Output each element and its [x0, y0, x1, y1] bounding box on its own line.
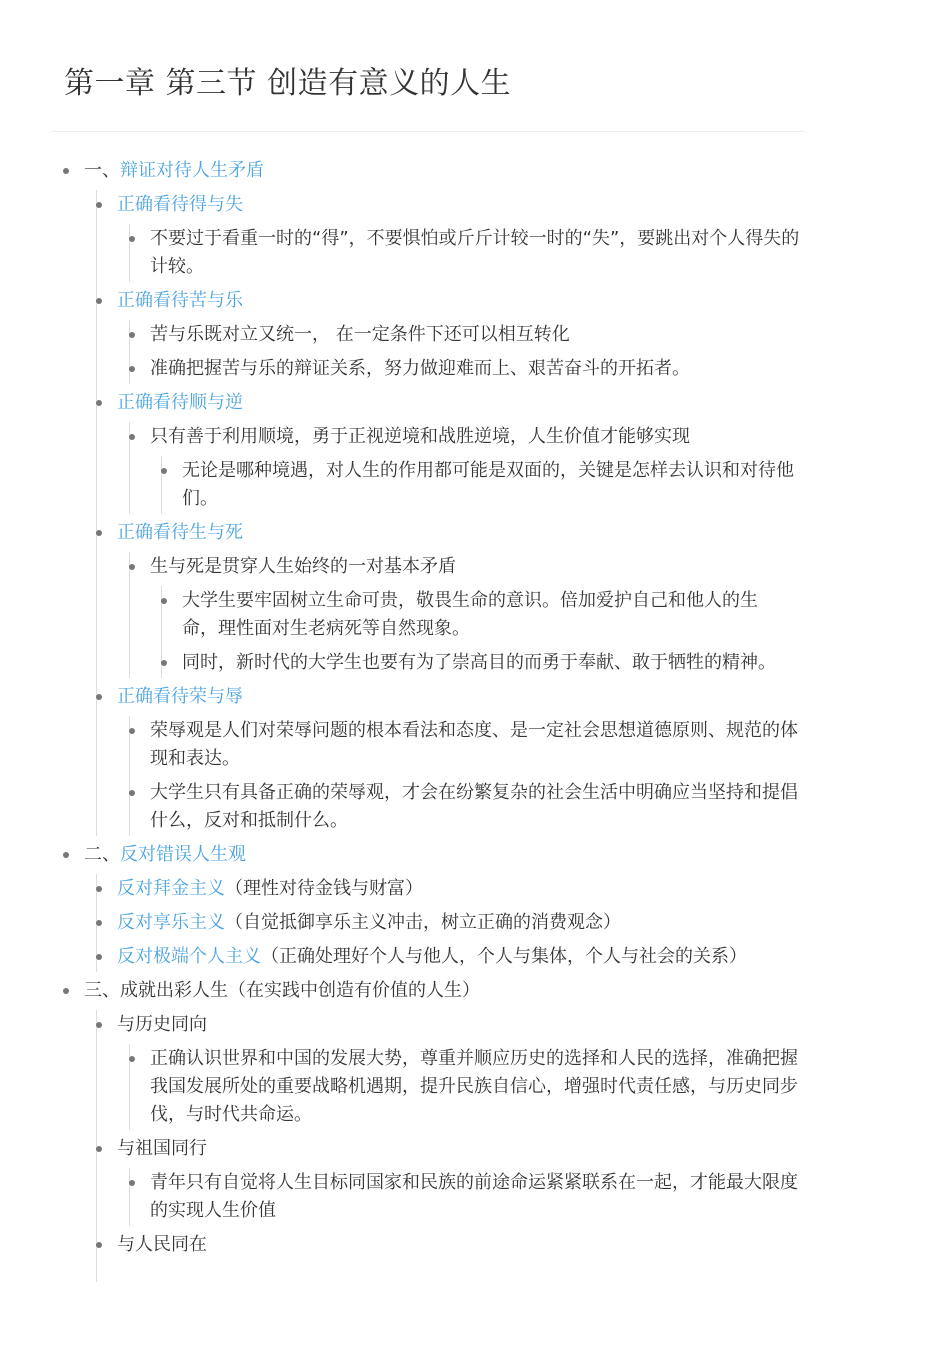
list-item: 无论是哪种境遇，对人生的作用都可能是双面的，关键是怎样去认识和对待他们。	[182, 454, 804, 516]
topic-country	[117, 1132, 804, 1228]
section-1-link[interactable]: 辩证对待人生矛盾	[120, 160, 264, 181]
topic-gain-loss-link[interactable]: 正确看待得与失	[117, 194, 243, 215]
topic-note: （自觉抵御享乐主义冲击，树立正确的消费观念）	[225, 912, 621, 933]
topic-life-death-link[interactable]: 正确看待生与死	[117, 522, 243, 543]
topic-life-death	[117, 516, 804, 680]
topic-people	[117, 1228, 804, 1262]
section-3-heading: 三、成就出彩人生（在实践中创造有价值的人生）	[84, 974, 804, 1008]
section-2	[52, 838, 804, 974]
list-item: 大学生只有具备正确的荣辱观，才会在纷繁复杂的社会生活中明确应当坚持和提倡什么，反对和抵制什么。	[150, 776, 805, 838]
list-item: 不要过于看重一时的“得”，不要惧怕或斤斤计较一时的“失”，要跳出对个人得失的计较。	[150, 222, 805, 284]
list-item: 同时，新时代的大学生也要有为了崇高目的而勇于奉献、敢于牺牲的精神。	[182, 646, 804, 680]
topic-smooth-adverse-link[interactable]: 正确看待顺与逆	[117, 392, 243, 413]
topic-note: （理性对待金钱与财富）	[225, 878, 423, 899]
topic-anti-money-link[interactable]: 反对拜金主义	[117, 878, 225, 899]
section-1-heading: 一、辩证对待人生矛盾	[84, 154, 804, 188]
topic-smooth-adverse	[117, 386, 804, 516]
list-item: 只有善于利用顺境，勇于正视逆境和战胜逆境，人生价值才能够实现	[150, 420, 805, 454]
topic-anti-hedonism-link[interactable]: 反对享乐主义	[117, 912, 225, 933]
section-2-link[interactable]: 反对错误人生观	[120, 844, 246, 865]
list-item: 苦与乐既对立又统一， 在一定条件下还可以相互转化	[150, 318, 805, 352]
topic-note: （正确处理好个人与他人，个人与集体，个人与社会的关系）	[261, 946, 747, 967]
mindmap-outline	[52, 154, 804, 1284]
topic-bitter-joy-link[interactable]: 正确看待苦与乐	[117, 290, 243, 311]
section-1	[52, 154, 804, 838]
page-title: 第一章 第三节 创造有意义的人生	[64, 66, 512, 101]
list-item: 青年只有自觉将人生目标同国家和民族的前途命运紧紧联系在一起，才能最大限度的实现人生价值	[150, 1166, 805, 1228]
list-item: 大学生要牢固树立生命可贵，敬畏生命的意识。倍加爱护自己和他人的生命，理性面对生老病死等自然现象。	[182, 584, 782, 646]
topic-history	[117, 1008, 804, 1132]
section-2-heading: 二、反对错误人生观	[84, 838, 804, 872]
list-item: 准确把握苦与乐的辩证关系，努力做迎难而上、艰苦奋斗的开拓者。	[150, 352, 805, 386]
topic-anti-individualism-link[interactable]: 反对极端个人主义	[117, 946, 261, 967]
list-item: 正确认识世界和中国的发展大势，尊重并顺应历史的选择和人民的选择，准确把握我国发展所处的重要战略机遇期，提升民族自信心，增强时代责任感，与历史同步伐，与时代共命运。	[150, 1042, 805, 1132]
list-item: 荣辱观是人们对荣辱问题的根本看法和态度、是一定社会思想道德原则、规范的体现和表达。	[150, 714, 805, 776]
topic-history-label: 与历史同向	[117, 1008, 804, 1042]
list-item: 生与死是贯穿人生始终的一对基本矛盾	[150, 550, 805, 584]
section-3	[52, 974, 804, 1284]
topic-people-label: 与人民同在	[117, 1228, 804, 1262]
topic-gain-loss	[117, 188, 804, 284]
topic-honor-shame	[117, 680, 804, 838]
title-divider	[52, 131, 804, 132]
topic-honor-shame-link[interactable]: 正确看待荣与辱	[117, 686, 243, 707]
topic-bitter-joy	[117, 284, 804, 386]
topic-country-label: 与祖国同行	[117, 1132, 804, 1166]
